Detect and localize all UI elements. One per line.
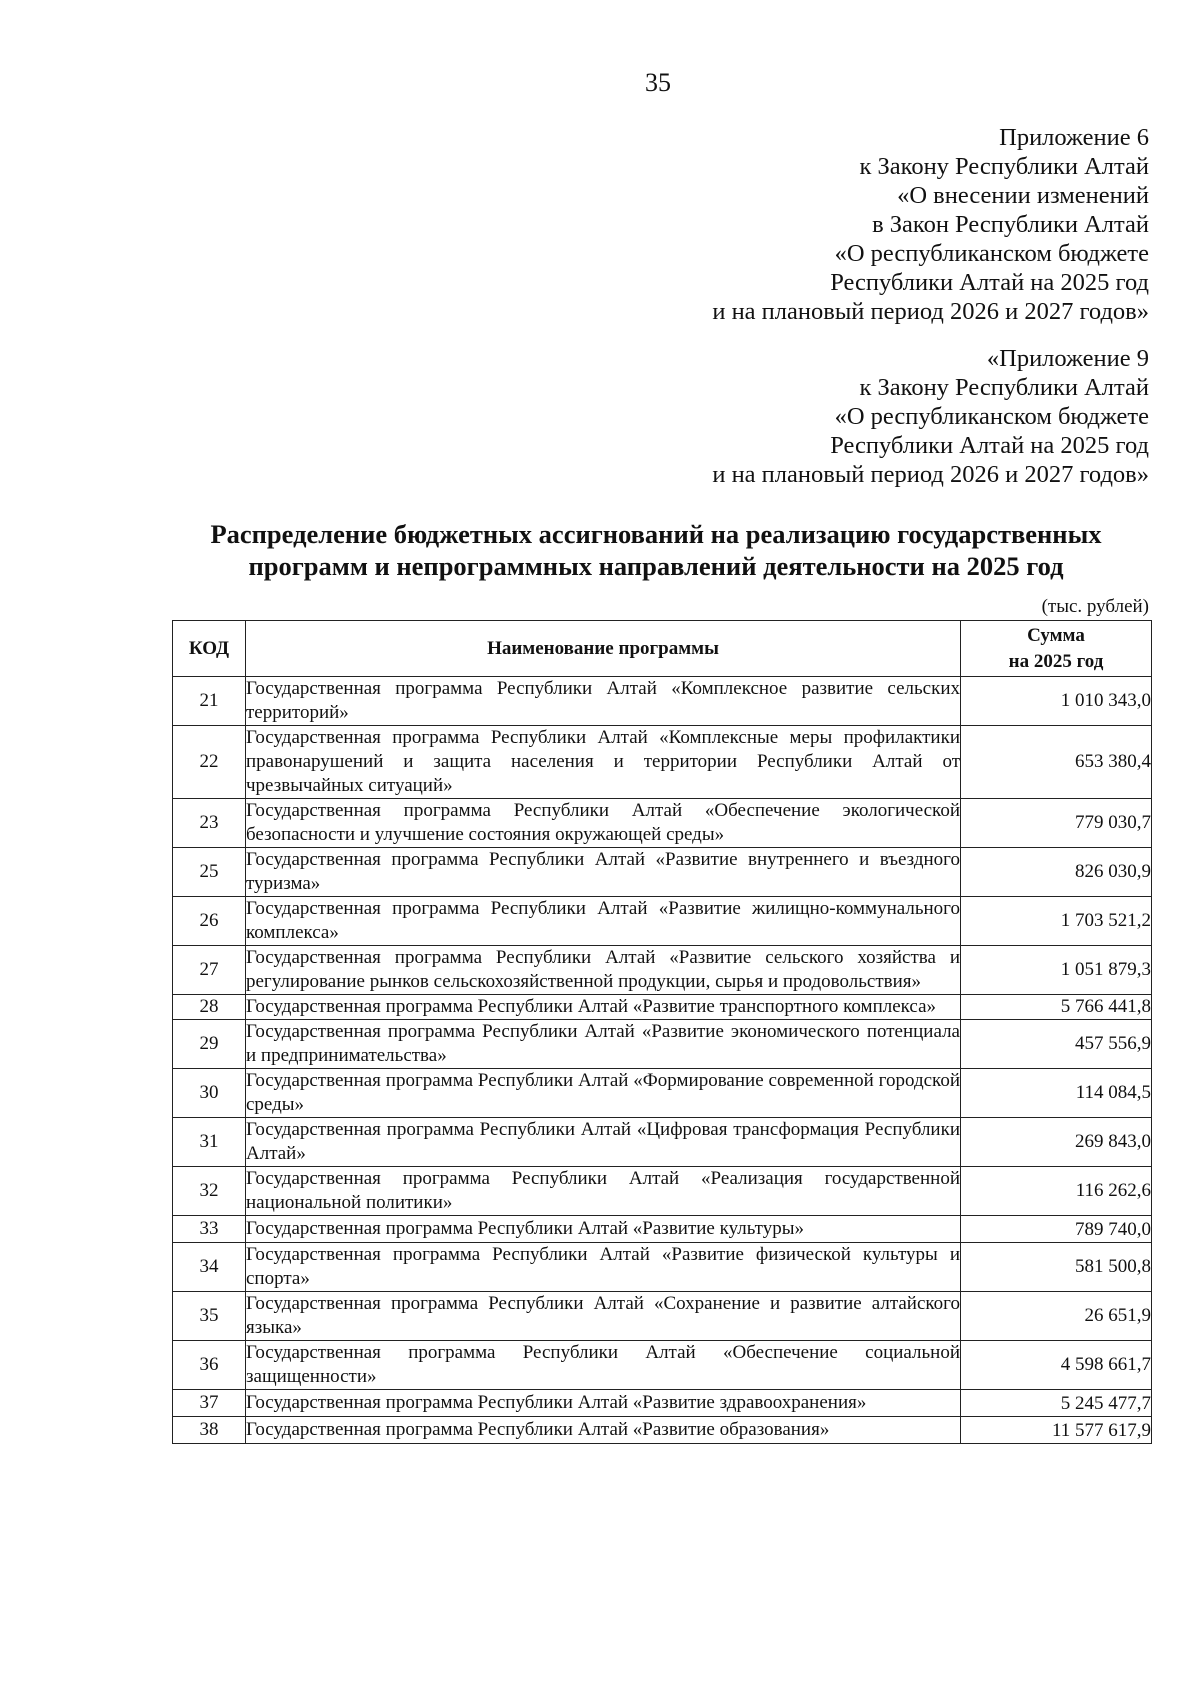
row-amount: 789 740,0 [961, 1216, 1152, 1243]
row-program-name: Государственная программа Республики Алтай «Развитие жилищно-коммунального комплекса» [246, 897, 961, 946]
table-row [173, 1243, 1152, 1292]
budget-table [172, 620, 1152, 1444]
row-code: 31 [173, 1118, 246, 1167]
table-row [173, 848, 1152, 897]
table-row [173, 1020, 1152, 1069]
row-program-name: Государственная программа Республики Алтай «Развитие культуры» [246, 1216, 961, 1243]
table-row [173, 1216, 1152, 1243]
row-program-name: Государственная программа Республики Алтай «Обеспечение социальной защищенности» [246, 1341, 961, 1390]
row-code: 29 [173, 1020, 246, 1069]
column-header-amount-line: на 2025 год [1008, 650, 1104, 672]
column-header-code: КОД [173, 621, 246, 677]
table-row [173, 1390, 1152, 1417]
row-code: 25 [173, 848, 246, 897]
annex-6-line: Республики Алтай на 2025 год [830, 269, 1149, 296]
row-program-name: Государственная программа Республики Алтай «Формирование современной городской среды» [246, 1069, 961, 1118]
row-amount: 11 577 617,9 [961, 1417, 1152, 1444]
row-amount: 5 245 477,7 [961, 1390, 1152, 1417]
annex-9-line: «О республиканском бюджете [834, 403, 1149, 430]
row-program-name: Государственная программа Республики Алтай «Обеспечение экологической безопасности и улучшение состояния окружающей среды» [246, 799, 961, 848]
table-row [173, 1167, 1152, 1216]
document-title-line: программ и непрограммных направлений деятельности на 2025 год [248, 551, 1064, 581]
row-amount: 269 843,0 [961, 1118, 1152, 1167]
row-program-name: Государственная программа Республики Алтай «Реализация государственной национальной политики» [246, 1167, 961, 1216]
annex-9-line: Республики Алтай на 2025 год [830, 432, 1149, 459]
row-code: 22 [173, 726, 246, 799]
row-amount: 1 051 879,3 [961, 946, 1152, 995]
row-amount: 826 030,9 [961, 848, 1152, 897]
row-amount: 457 556,9 [961, 1020, 1152, 1069]
annex-9-line: и на плановый период 2026 и 2027 годов» [712, 461, 1149, 488]
row-code: 28 [173, 995, 246, 1020]
table-row [173, 799, 1152, 848]
page-number: 35 [645, 68, 671, 97]
annex-6-line: Приложение 6 [999, 124, 1149, 151]
row-program-name: Государственная программа Республики Алтай «Комплексное развитие сельских территорий» [246, 677, 961, 726]
row-amount: 116 262,6 [961, 1167, 1152, 1216]
row-program-name: Государственная программа Республики Алтай «Развитие внутреннего и въездного туризма» [246, 848, 961, 897]
row-code: 36 [173, 1341, 246, 1390]
row-code: 33 [173, 1216, 246, 1243]
row-amount: 1 010 343,0 [961, 677, 1152, 726]
row-amount: 653 380,4 [961, 726, 1152, 799]
row-amount: 1 703 521,2 [961, 897, 1152, 946]
document-title-line: Распределение бюджетных ассигнований на реализацию государственных [210, 519, 1102, 549]
table-row [173, 1118, 1152, 1167]
row-code: 38 [173, 1417, 246, 1444]
row-amount: 26 651,9 [961, 1292, 1152, 1341]
annex-6-line: в Закон Республики Алтай [872, 211, 1149, 238]
row-code: 21 [173, 677, 246, 726]
row-program-name: Государственная программа Республики Алтай «Развитие физической культуры и спорта» [246, 1243, 961, 1292]
annex-6-line: к Закону Республики Алтай [859, 153, 1149, 180]
annex-6-line: и на плановый период 2026 и 2027 годов» [712, 298, 1149, 325]
table-row [173, 995, 1152, 1020]
row-program-name: Государственная программа Республики Алтай «Развитие здравоохранения» [246, 1390, 961, 1417]
row-code: 35 [173, 1292, 246, 1341]
row-program-name: Государственная программа Республики Алтай «Комплексные меры профилактики правонарушений и защита населения и территории Республики Алтай от чрезвычайных ситуаций» [246, 726, 961, 799]
table-row [173, 677, 1152, 726]
row-program-name: Государственная программа Республики Алтай «Развитие транспортного комплекса» [246, 995, 961, 1020]
row-code: 34 [173, 1243, 246, 1292]
annex-9-header [712, 344, 1149, 489]
row-code: 27 [173, 946, 246, 995]
row-amount: 779 030,7 [961, 799, 1152, 848]
annex-9-line: к Закону Республики Алтай [859, 374, 1149, 401]
row-amount: 4 598 661,7 [961, 1341, 1152, 1390]
row-program-name: Государственная программа Республики Алтай «Развитие сельского хозяйства и регулирование рынков сельскохозяйственной продукции, сырья и продовольствия» [246, 946, 961, 995]
row-amount: 114 084,5 [961, 1069, 1152, 1118]
row-amount: 581 500,8 [961, 1243, 1152, 1292]
annex-6-header [712, 123, 1149, 326]
annex-6-line: «О республиканском бюджете [834, 240, 1149, 267]
table-row [173, 897, 1152, 946]
row-program-name: Государственная программа Республики Алтай «Цифровая трансформация Республики Алтай» [246, 1118, 961, 1167]
table-row [173, 1341, 1152, 1390]
row-program-name: Государственная программа Республики Алтай «Сохранение и развитие алтайского языка» [246, 1292, 961, 1341]
row-code: 23 [173, 799, 246, 848]
table-row [173, 946, 1152, 995]
annex-9-line: «Приложение 9 [986, 345, 1149, 372]
row-program-name: Государственная программа Республики Алтай «Развитие экономического потенциала и предпринимательства» [246, 1020, 961, 1069]
row-amount: 5 766 441,8 [961, 995, 1152, 1020]
table-header-row [173, 621, 1152, 677]
column-header-name: Наименование программы [246, 621, 961, 677]
table-row [173, 1292, 1152, 1341]
row-code: 32 [173, 1167, 246, 1216]
annex-6-line: «О внесении изменений [897, 182, 1149, 209]
row-code: 26 [173, 897, 246, 946]
table-row [173, 726, 1152, 799]
column-header-amount [961, 621, 1152, 677]
table-row [173, 1417, 1152, 1444]
document-title [160, 518, 1152, 582]
units-label: (тыс. рублей) [1041, 596, 1149, 617]
column-header-amount-line: Сумма [1027, 624, 1085, 646]
table-row [173, 1069, 1152, 1118]
row-code: 30 [173, 1069, 246, 1118]
row-program-name: Государственная программа Республики Алтай «Развитие образования» [246, 1417, 961, 1444]
row-code: 37 [173, 1390, 246, 1417]
